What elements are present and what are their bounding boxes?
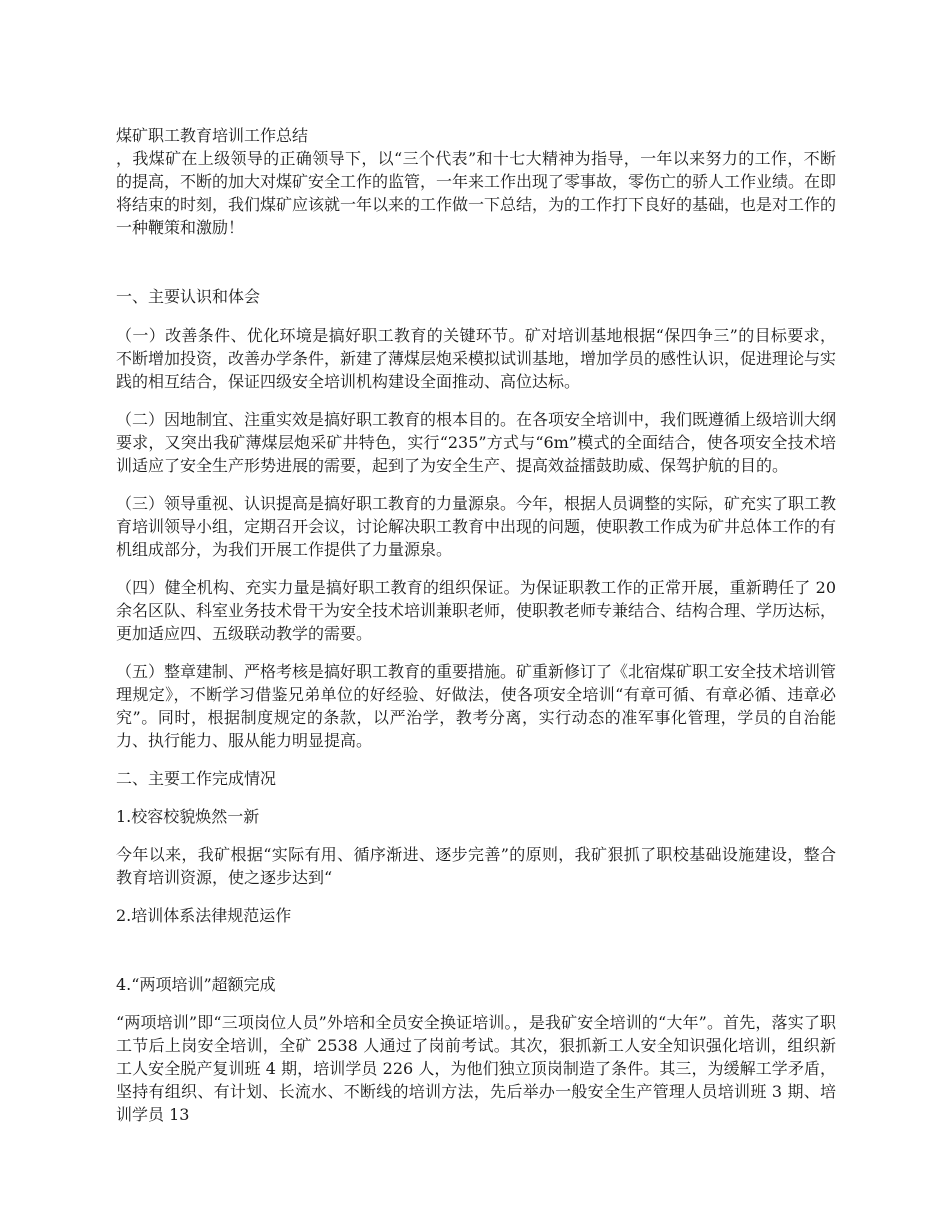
subsection2-heading: 2.培训体系法律规范运作 (116, 906, 292, 925)
section1-heading: 一、主要认识和体会 (116, 287, 261, 306)
section1-item-3: （三）领导重视、认识提高是搞好职工教育的力量源泉。今年，根据人员调整的实际，矿充实了职工教育培训领导小组，定期召开会议，讨论解决职工教育中出现的问题，使职教工作成为矿井总体工作的有机组成部分，为我们开展工作提供了力量源泉。 (116, 494, 837, 559)
section1-item-5: （五）整章建制、严格考核是搞好职工教育的重要措施。矿重新修订了《北宿煤矿职工安全技术培训管理规定》，不断学习借鉴兄弟单位的好经验、好做法，使各项安全培训“有章可循、有章必循、违章必究”。同时，根据制度规定的条款，以严治学，教考分离，实行动态的准军事化管理，学员的自治能力、执行能力、服从能力明显提高。 (116, 662, 837, 750)
document-page (116, 124, 836, 1126)
section2-heading: 二、主要工作完成情况 (116, 769, 277, 788)
subsection4-text: “两项培训”即“三项岗位人员”外培和全员安全换证培训。，是我矿安全培训的“大年”。首先，落实了职工节后上岗安全培训，全矿 2538 人通过了岗前考试。其次，狠抓新工人安全知识强化培训，组织新工人安全脱产复训班 4 期，培训学员 226 人，为他们独立顶岗制造了条件。其三，为缓解工学矛盾，坚持有组织、有计划、长流水、不断线的培训方法，先后举办一般安全生产管理人员培训班 3 期、培训学员 13 (116, 1013, 836, 1124)
section1-item-2: （二）因地制宜、注重实效是搞好职工教育的根本目的。在各项安全培训中，我们既遵循上级培训大纲要求，又突出我矿薄煤层炮采矿井特色，实行“235”方式与“6m”模式的全面结合，使各项安全技术培训适应了安全生产形势进展的需要，起到了为安全生产、提高效益擂鼓助威、保驾护航的目的。 (116, 410, 837, 475)
subsection1-text: 今年以来，我矿根据“实际有用、循序渐进、逐步完善”的原则，我矿狠抓了职校基础设施建设，整合教育培训资源，使之逐步达到“ (116, 845, 836, 887)
section1-item-1: （一）改善条件、优化环境是搞好职工教育的关键环节。矿对培训基地根据“保四争三”的目标要求，不断增加投资，改善办学条件，新建了薄煤层炮采模拟试训基地，增加学员的感性认识，促进理论与实践的相互结合，保证四级安全培训机构建设全面推动、高位达标。 (116, 326, 837, 391)
subsection4-heading: 4.“两项培训”超额完成 (116, 975, 276, 994)
intro-paragraph: ，我煤矿在上级领导的正确领导下，以“三个代表”和十七大精神为指导，一年以来努力的工作，不断的提高，不断的加大对煤矿安全工作的监管，一年来工作出现了零事故，零伤亡的骄人工作业绩。在即将结束的时刻，我们煤矿应该就一年以来的工作做一下总结，为的工作打下良好的基础，也是对工作的一种鞭策和激励！ (116, 149, 837, 237)
subsection1-heading: 1.校容校貌焕然一新 (116, 807, 260, 826)
section1-item-4: （四）健全机构、充实力量是搞好职工教育的组织保证。为保证职教工作的正常开展，重新聘任了 20 余名区队、科室业务技术骨干为安全技术培训兼职老师，使职教老师专兼结合、结构合理、学历达标，更加适应四、五级联动教学的需要。 (116, 578, 837, 643)
document-title: 煤矿职工教育培训工作总结 (116, 126, 309, 145)
